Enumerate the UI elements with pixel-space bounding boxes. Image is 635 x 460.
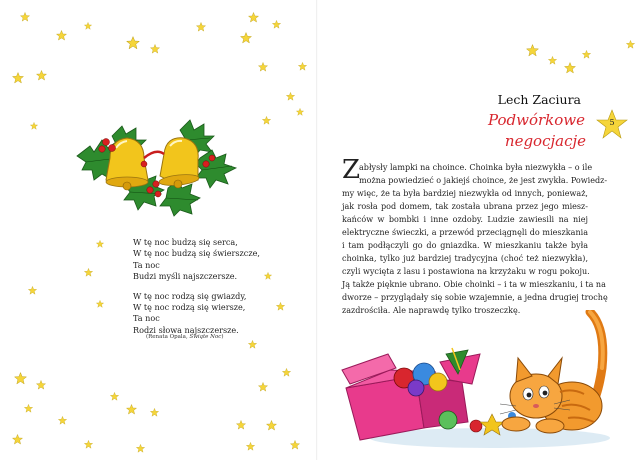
body-line: i tam podłączyli go do gniazdka. W mieszkaniu także była (342, 241, 588, 250)
body-line: Ją także pięknie ubrano. Obie choinki – i ta w mieszkaniu, i ta na (342, 280, 606, 289)
poem (133, 237, 313, 344)
poem-attribution (146, 334, 224, 340)
attribution-open: (Renata Opala, (146, 334, 190, 340)
star-icon (246, 442, 255, 451)
star-icon (236, 420, 246, 430)
poem-stanza-2 (133, 291, 313, 337)
story-title-line-1: Podwórkowe (488, 111, 585, 129)
star-icon (248, 12, 259, 23)
drop-cap: Z (342, 155, 361, 185)
body-line: można powiedzieć o jakiejś choince, że jest zwykła. Powiedz- (359, 176, 608, 185)
attribution-title: Świąte Noc (189, 334, 222, 340)
star-icon (36, 70, 47, 81)
star-icon (272, 20, 281, 29)
star-icon (58, 416, 67, 425)
star-icon (84, 22, 92, 30)
star-icon (24, 404, 33, 413)
star-icon (110, 392, 119, 401)
star-icon (14, 372, 27, 385)
star-icon (28, 286, 37, 295)
star-icon (526, 44, 539, 57)
star-icon (296, 108, 304, 116)
poem-line: W tę noc budzą się serca, (133, 237, 238, 247)
poem-stanza-1 (133, 237, 313, 283)
body-line: my więc, że ta była bardziej niezwykła od innych, ponieważ, (342, 189, 588, 198)
star-icon (258, 382, 268, 392)
poem-line: Budzi myśli najszczersze. (133, 271, 238, 282)
poem-line: W tę noc budzą się świerszcze, (133, 248, 260, 259)
star-icon (298, 62, 307, 71)
bell-right (159, 138, 200, 188)
cat-gift-illustration (340, 310, 620, 455)
star-icon (126, 404, 137, 415)
body-line: kańców w bombki i inne ozdoby. Ludzie zawiesili na niej (342, 215, 588, 224)
poem-line: Rodzi słowa najszczersze. (133, 324, 239, 335)
star-icon (240, 32, 252, 44)
star-icon (12, 72, 24, 84)
star-icon (96, 300, 104, 308)
body-line: jak rosła pod domem, tak została ubrana przez jego miesz- (342, 202, 588, 211)
body-line: zazdrościła. Ale naprawdę tylko troszeczkę. (342, 306, 521, 315)
star-icon (96, 240, 104, 248)
poem-line: Ta noc (133, 259, 160, 270)
star-icon (564, 62, 576, 74)
star-icon (582, 50, 591, 59)
story-title-line-2: negocjacje (504, 132, 586, 150)
star-icon (258, 62, 268, 72)
story-body (342, 161, 608, 317)
page-number-star (596, 108, 628, 140)
body-line: dworze – przyglądały się sobie wzajemnie, a jedna drugiej trochę (342, 293, 608, 302)
poem-line: W tę noc rodzą się gwiazdy, (133, 290, 247, 301)
star-icon (290, 440, 300, 450)
star-icon (30, 122, 38, 130)
star-icon (626, 40, 635, 49)
holly-bells-illustration (72, 118, 242, 218)
page-number: 5 (609, 118, 615, 127)
star-icon (150, 408, 159, 417)
body-line: choinka, tylko już bardziej tradycyjna (choć też niezwykła), (342, 254, 588, 263)
body-line: abłysły lampki na choince. Choinka była niezwykła – o ile (359, 163, 593, 172)
star-icon (136, 444, 145, 453)
star-icon (266, 420, 277, 431)
star-icon (20, 12, 30, 22)
star-icon (286, 92, 295, 101)
body-line: czyli wycięta z lasu i postawiona na krzyżaku w rogu pokoju. (342, 267, 590, 276)
star-icon (262, 116, 271, 125)
poem-line: W tę noc rodzą się wiersze, (133, 302, 246, 313)
star-icon (36, 380, 46, 390)
left-page (0, 0, 317, 460)
star-icon (84, 440, 93, 449)
star-icon (150, 44, 160, 54)
body-line: elektryczne świeczki, a przewód przeciągnęli do mieszkania (342, 228, 588, 237)
poem-line: Ta noc (133, 313, 160, 324)
star-icon (56, 30, 67, 41)
story-author: Lech Zaciura (497, 92, 581, 107)
star-icon (548, 56, 557, 65)
star-icon (282, 368, 291, 377)
star-icon (84, 268, 93, 277)
attribution-close: ) (221, 334, 224, 340)
star-icon (196, 22, 206, 32)
star-icon (12, 434, 23, 445)
star-icon (126, 36, 140, 50)
